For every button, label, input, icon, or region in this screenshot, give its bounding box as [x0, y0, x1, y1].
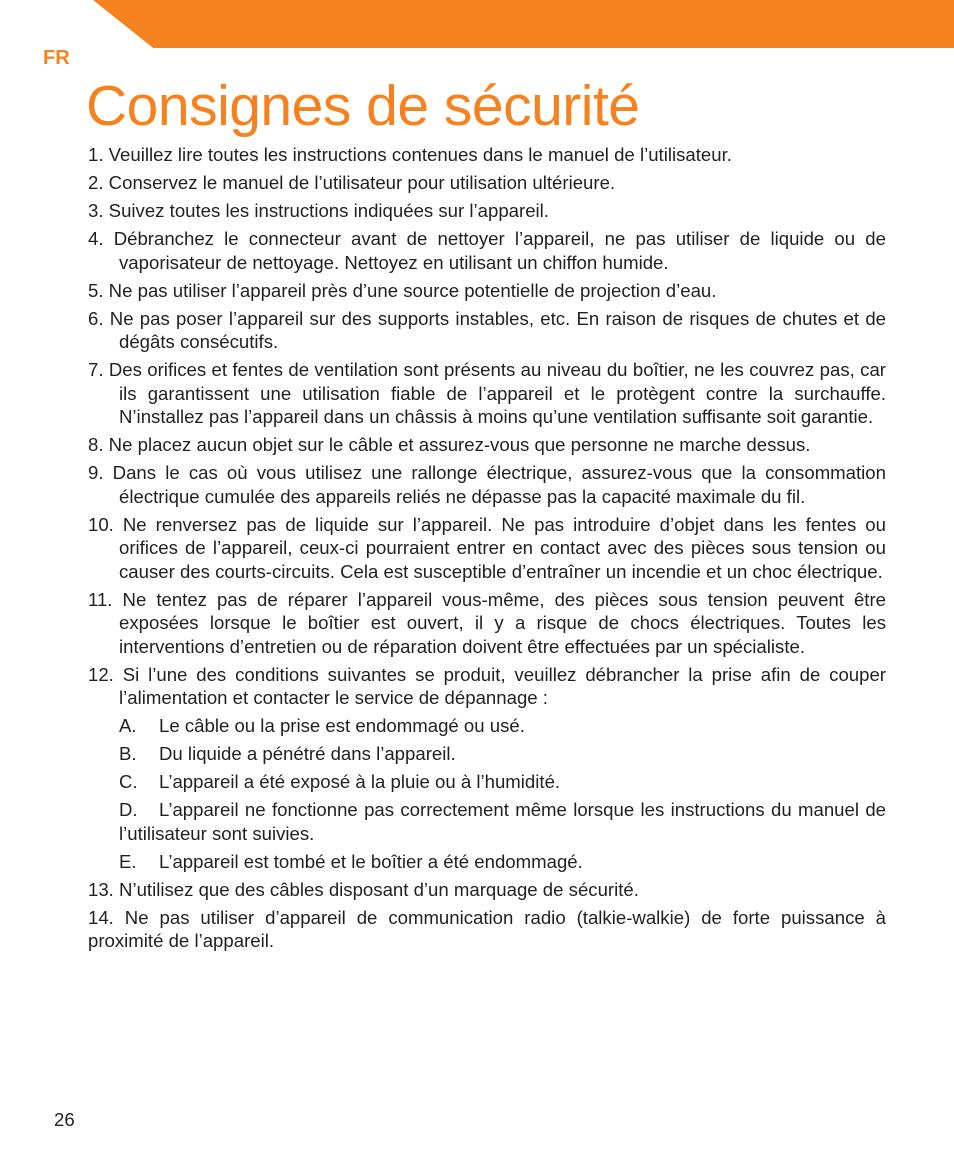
- list-item: 8. Ne placez aucun objet sur le câble et assurez-vous que personne ne marche dessus.: [88, 434, 811, 455]
- list-item: 13. N’utilisez que des câbles disposant d’un marquage de sécurité.: [88, 878, 639, 900]
- sub-item-letter: E.: [119, 850, 137, 872]
- sub-item-text: L’appareil est tombé et le boîtier a été endommagé.: [159, 850, 583, 872]
- language-label: FR: [43, 47, 70, 69]
- safety-instructions-list: [88, 143, 886, 957]
- sub-list-item: [88, 714, 886, 738]
- list-item: 7. Des orifices et fentes de ventilation sont présents au niveau du boîtier, ne les couvrez pas, car ils garantissent une utilisation fiable de l’appareil et le protègent contre la surchauffe. N’installez pas l’appareil dans un châssis à moins qu’une ventilation suffisante soit garantie.: [88, 359, 886, 427]
- sub-list-item: [88, 850, 886, 874]
- page-number: 26: [54, 1109, 75, 1130]
- sub-item-text: Le câble ou la prise est endommagé ou usé.: [159, 715, 525, 736]
- sub-item-text: L’appareil ne fonctionne pas correctement même lorsque les instructions du manuel de l’utilisateur sont suivies.: [119, 799, 886, 844]
- list-item: 1. Veuillez lire toutes les instructions contenues dans le manuel de l’utilisateur.: [88, 144, 732, 165]
- page-title: Consignes de sécurité: [86, 74, 640, 138]
- sub-item-text: Du liquide a pénétré dans l’appareil.: [159, 743, 456, 764]
- list-item: 11. Ne tentez pas de réparer l’appareil vous-même, des pièces sous tension peuvent être exposées lorsque le boîtier est ouvert, il y a risque de chocs électriques. Toutes les interventions d’entretien ou de réparation doivent être effectuées par un spécialiste.: [88, 588, 886, 657]
- sub-item-letter: C.: [119, 771, 138, 792]
- list-item: 10. Ne renversez pas de liquide sur l’appareil. Ne pas introduire d’objet dans les fentes ou orifices de l’appareil, ceux-ci pourraient entrer en contact avec des pièces sous tension ou causer des courts-circuits. Cela est susceptible d’entraîner un incendie et un choc électrique.: [88, 513, 886, 582]
- sub-item-text: L’appareil a été exposé à la pluie ou à l’humidité.: [159, 771, 561, 792]
- list-item: 9. Dans le cas où vous utilisez une rallonge électrique, assurez-vous que la consommation électrique cumulée des appareils reliés ne dépasse pas la capacité maximale du fil.: [88, 462, 886, 507]
- list-item: 14. Ne pas utiliser d’appareil de communication radio (talkie-walkie) de forte puissance à proximité de l’appareil.: [88, 906, 886, 951]
- list-item: 6. Ne pas poser l’appareil sur des supports instables, etc. En raison de risques de chutes et de dégâts consécutifs.: [88, 307, 886, 352]
- sub-item-letter: B.: [119, 743, 137, 764]
- sub-list-item: [88, 770, 886, 794]
- list-item: 2. Conservez le manuel de l’utilisateur pour utilisation ultérieure.: [88, 172, 616, 193]
- sub-item-letter: A.: [119, 715, 137, 736]
- list-item: 3. Suivez toutes les instructions indiquées sur l’appareil.: [88, 200, 549, 221]
- header-banner: [93, 0, 954, 48]
- list-item: 5. Ne pas utiliser l’appareil près d’une source potentielle de projection d’eau.: [88, 279, 717, 301]
- sub-list-item: [88, 798, 886, 845]
- sub-list-item: [88, 742, 886, 766]
- list-item: 4. Débranchez le connecteur avant de nettoyer l’appareil, ne pas utiliser de liquide ou de vaporisateur de nettoyage. Nettoyez en utilisant un chiffon humide.: [88, 228, 886, 273]
- sub-item-letter: D.: [119, 799, 138, 820]
- list-item: 12. Si l’une des conditions suivantes se produit, veuillez débrancher la prise afin de couper l’alimentation et contacter le service de dépannage :: [88, 663, 886, 708]
